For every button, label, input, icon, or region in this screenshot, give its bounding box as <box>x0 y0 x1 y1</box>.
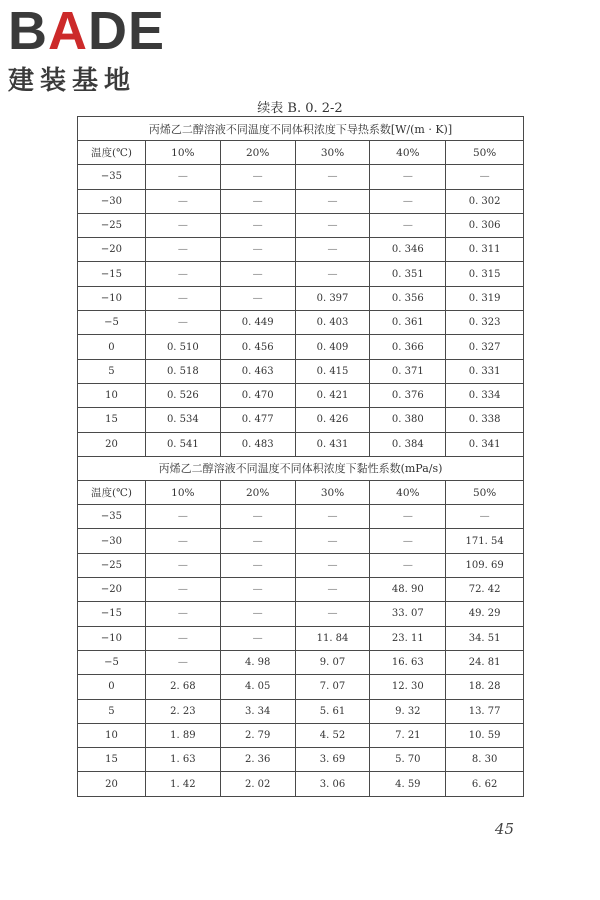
value-cell: 34. 51 <box>446 626 524 650</box>
table-row <box>78 432 524 456</box>
value-cell: 0. 371 <box>370 359 446 383</box>
empty-cell-dash: — <box>220 286 295 310</box>
value-cell: 33. 07 <box>370 602 446 626</box>
table-row <box>78 408 524 432</box>
value-cell: 4. 05 <box>220 675 295 699</box>
empty-cell-dash: — <box>145 529 220 553</box>
value-cell: 24. 81 <box>446 650 524 674</box>
section-title: 丙烯乙二醇溶液不同温度不同体积浓度下导热系数[W/(m · K)] <box>78 117 524 141</box>
temperature-cell: 20 <box>78 772 146 796</box>
table-row <box>78 602 524 626</box>
value-cell: 2. 68 <box>145 675 220 699</box>
table-row <box>78 165 524 189</box>
table-row <box>78 213 524 237</box>
empty-cell-dash: — <box>295 189 370 213</box>
header-concentration: 40% <box>370 141 446 165</box>
table-row <box>78 359 524 383</box>
temperature-cell: −20 <box>78 578 146 602</box>
table-row <box>78 383 524 407</box>
table-row <box>78 311 524 335</box>
value-cell: 0. 341 <box>446 432 524 456</box>
table-section-title-row <box>78 456 524 480</box>
value-cell: 12. 30 <box>370 675 446 699</box>
value-cell: 8. 30 <box>446 748 524 772</box>
value-cell: 13. 77 <box>446 699 524 723</box>
temperature-cell: −30 <box>78 189 146 213</box>
empty-cell-dash: — <box>145 602 220 626</box>
temperature-cell: 15 <box>78 408 146 432</box>
value-cell: 72. 42 <box>446 578 524 602</box>
empty-cell-dash: — <box>145 553 220 577</box>
temperature-cell: −25 <box>78 553 146 577</box>
table-row <box>78 529 524 553</box>
value-cell: 4. 52 <box>295 723 370 747</box>
empty-cell-dash: — <box>145 189 220 213</box>
value-cell: 0. 449 <box>220 311 295 335</box>
temperature-cell: 0 <box>78 335 146 359</box>
value-cell: 4. 98 <box>220 650 295 674</box>
temperature-cell: −5 <box>78 650 146 674</box>
value-cell: 2. 23 <box>145 699 220 723</box>
logo-wordmark: BADE <box>8 1 166 61</box>
empty-cell-dash: — <box>295 213 370 237</box>
value-cell: 0. 384 <box>370 432 446 456</box>
empty-cell-dash: — <box>145 311 220 335</box>
empty-cell-dash: — <box>295 165 370 189</box>
header-temperature: 温度(℃) <box>78 141 146 165</box>
value-cell: 0. 331 <box>446 359 524 383</box>
empty-cell-dash: — <box>295 529 370 553</box>
empty-cell-dash: — <box>145 505 220 529</box>
empty-cell-dash: — <box>220 238 295 262</box>
page-number: 45 <box>494 820 514 838</box>
value-cell: 0. 534 <box>145 408 220 432</box>
value-cell: 0. 470 <box>220 383 295 407</box>
value-cell: 0. 306 <box>446 213 524 237</box>
value-cell: 0. 315 <box>446 262 524 286</box>
header-concentration: 50% <box>446 480 524 504</box>
value-cell: 0. 421 <box>295 383 370 407</box>
table-row <box>78 723 524 747</box>
table-row <box>78 675 524 699</box>
value-cell: 7. 07 <box>295 675 370 699</box>
table-row <box>78 286 524 310</box>
value-cell: 2. 02 <box>220 772 295 796</box>
table-row <box>78 650 524 674</box>
temperature-cell: −35 <box>78 505 146 529</box>
value-cell: 0. 351 <box>370 262 446 286</box>
empty-cell-dash: — <box>145 286 220 310</box>
value-cell: 0. 456 <box>220 335 295 359</box>
value-cell: 0. 415 <box>295 359 370 383</box>
table-caption: 续表 B. 0. 2-2 <box>257 101 343 116</box>
value-cell: 0. 361 <box>370 311 446 335</box>
header-concentration: 40% <box>370 480 446 504</box>
value-cell: 23. 11 <box>370 626 446 650</box>
value-cell: 0. 518 <box>145 359 220 383</box>
value-cell: 0. 311 <box>446 238 524 262</box>
table-row <box>78 748 524 772</box>
table-row <box>78 262 524 286</box>
temperature-cell: −35 <box>78 165 146 189</box>
value-cell: 10. 59 <box>446 723 524 747</box>
value-cell: 0. 323 <box>446 311 524 335</box>
table-row <box>78 553 524 577</box>
empty-cell-dash: — <box>220 189 295 213</box>
bade-logo <box>8 1 178 97</box>
header-concentration: 10% <box>145 141 220 165</box>
temperature-cell: 0 <box>78 675 146 699</box>
value-cell: 0. 426 <box>295 408 370 432</box>
table-row <box>78 505 524 529</box>
empty-cell-dash: — <box>220 553 295 577</box>
empty-cell-dash: — <box>220 626 295 650</box>
table-row <box>78 699 524 723</box>
empty-cell-dash: — <box>295 602 370 626</box>
value-cell: 0. 526 <box>145 383 220 407</box>
empty-cell-dash: — <box>145 165 220 189</box>
value-cell: 0. 397 <box>295 286 370 310</box>
temperature-cell: 5 <box>78 699 146 723</box>
value-cell: 0. 431 <box>295 432 370 456</box>
value-cell: 0. 302 <box>446 189 524 213</box>
header-concentration: 30% <box>295 480 370 504</box>
temperature-cell: −10 <box>78 286 146 310</box>
header-concentration: 50% <box>446 141 524 165</box>
value-cell: 11. 84 <box>295 626 370 650</box>
value-cell: 109. 69 <box>446 553 524 577</box>
value-cell: 171. 54 <box>446 529 524 553</box>
empty-cell-dash: — <box>220 262 295 286</box>
temperature-cell: 10 <box>78 723 146 747</box>
empty-cell-dash: — <box>370 189 446 213</box>
empty-cell-dash: — <box>220 165 295 189</box>
value-cell: 3. 69 <box>295 748 370 772</box>
empty-cell-dash: — <box>370 165 446 189</box>
temperature-cell: 5 <box>78 359 146 383</box>
empty-cell-dash: — <box>145 626 220 650</box>
value-cell: 16. 63 <box>370 650 446 674</box>
value-cell: 0. 319 <box>446 286 524 310</box>
table-row <box>78 578 524 602</box>
temperature-cell: −5 <box>78 311 146 335</box>
empty-cell-dash: — <box>145 238 220 262</box>
empty-cell-dash: — <box>145 578 220 602</box>
value-cell: 0. 541 <box>145 432 220 456</box>
value-cell: 2. 36 <box>220 748 295 772</box>
value-cell: 9. 07 <box>295 650 370 674</box>
empty-cell-dash: — <box>370 213 446 237</box>
empty-cell-dash: — <box>295 262 370 286</box>
value-cell: 1. 42 <box>145 772 220 796</box>
value-cell: 49. 29 <box>446 602 524 626</box>
table-row <box>78 772 524 796</box>
temperature-cell: −15 <box>78 262 146 286</box>
section-title: 丙烯乙二醇溶液不同温度不同体积浓度下黏性系数(mPa/s) <box>78 456 524 480</box>
value-cell: 3. 06 <box>295 772 370 796</box>
empty-cell-dash: — <box>446 505 524 529</box>
header-concentration: 20% <box>220 141 295 165</box>
value-cell: 1. 89 <box>145 723 220 747</box>
table-header-row <box>78 141 524 165</box>
value-cell: 0. 463 <box>220 359 295 383</box>
temperature-cell: −30 <box>78 529 146 553</box>
header-temperature: 温度(℃) <box>78 480 146 504</box>
table-section-title-row <box>78 117 524 141</box>
table-row <box>78 189 524 213</box>
empty-cell-dash: — <box>220 602 295 626</box>
empty-cell-dash: — <box>145 262 220 286</box>
empty-cell-dash: — <box>220 505 295 529</box>
value-cell: 4. 59 <box>370 772 446 796</box>
value-cell: 0. 403 <box>295 311 370 335</box>
temperature-cell: 20 <box>78 432 146 456</box>
value-cell: 0. 409 <box>295 335 370 359</box>
value-cell: 3. 34 <box>220 699 295 723</box>
table-row <box>78 335 524 359</box>
header-concentration: 20% <box>220 480 295 504</box>
empty-cell-dash: — <box>145 650 220 674</box>
empty-cell-dash: — <box>370 529 446 553</box>
empty-cell-dash: — <box>370 553 446 577</box>
logo-subtitle: 建装基地 <box>8 66 137 96</box>
value-cell: 0. 346 <box>370 238 446 262</box>
value-cell: 0. 327 <box>446 335 524 359</box>
empty-cell-dash: — <box>446 165 524 189</box>
temperature-cell: −20 <box>78 238 146 262</box>
value-cell: 2. 79 <box>220 723 295 747</box>
header-concentration: 30% <box>295 141 370 165</box>
empty-cell-dash: — <box>370 505 446 529</box>
empty-cell-dash: — <box>220 529 295 553</box>
value-cell: 6. 62 <box>446 772 524 796</box>
temperature-cell: −10 <box>78 626 146 650</box>
value-cell: 0. 380 <box>370 408 446 432</box>
value-cell: 0. 338 <box>446 408 524 432</box>
empty-cell-dash: — <box>220 213 295 237</box>
value-cell: 0. 334 <box>446 383 524 407</box>
value-cell: 0. 477 <box>220 408 295 432</box>
temperature-cell: 15 <box>78 748 146 772</box>
value-cell: 0. 483 <box>220 432 295 456</box>
empty-cell-dash: — <box>295 505 370 529</box>
temperature-cell: −15 <box>78 602 146 626</box>
value-cell: 48. 90 <box>370 578 446 602</box>
table-row <box>78 238 524 262</box>
value-cell: 18. 28 <box>446 675 524 699</box>
value-cell: 0. 356 <box>370 286 446 310</box>
value-cell: 9. 32 <box>370 699 446 723</box>
value-cell: 7. 21 <box>370 723 446 747</box>
table-header-row <box>78 480 524 504</box>
data-table <box>77 116 524 797</box>
table-row <box>78 626 524 650</box>
value-cell: 0. 366 <box>370 335 446 359</box>
value-cell: 0. 510 <box>145 335 220 359</box>
temperature-cell: −25 <box>78 213 146 237</box>
empty-cell-dash: — <box>295 238 370 262</box>
header-concentration: 10% <box>145 480 220 504</box>
value-cell: 0. 376 <box>370 383 446 407</box>
empty-cell-dash: — <box>220 578 295 602</box>
empty-cell-dash: — <box>145 213 220 237</box>
empty-cell-dash: — <box>295 578 370 602</box>
value-cell: 5. 61 <box>295 699 370 723</box>
value-cell: 5. 70 <box>370 748 446 772</box>
value-cell: 1. 63 <box>145 748 220 772</box>
data-table-body <box>78 117 524 797</box>
temperature-cell: 10 <box>78 383 146 407</box>
empty-cell-dash: — <box>295 553 370 577</box>
